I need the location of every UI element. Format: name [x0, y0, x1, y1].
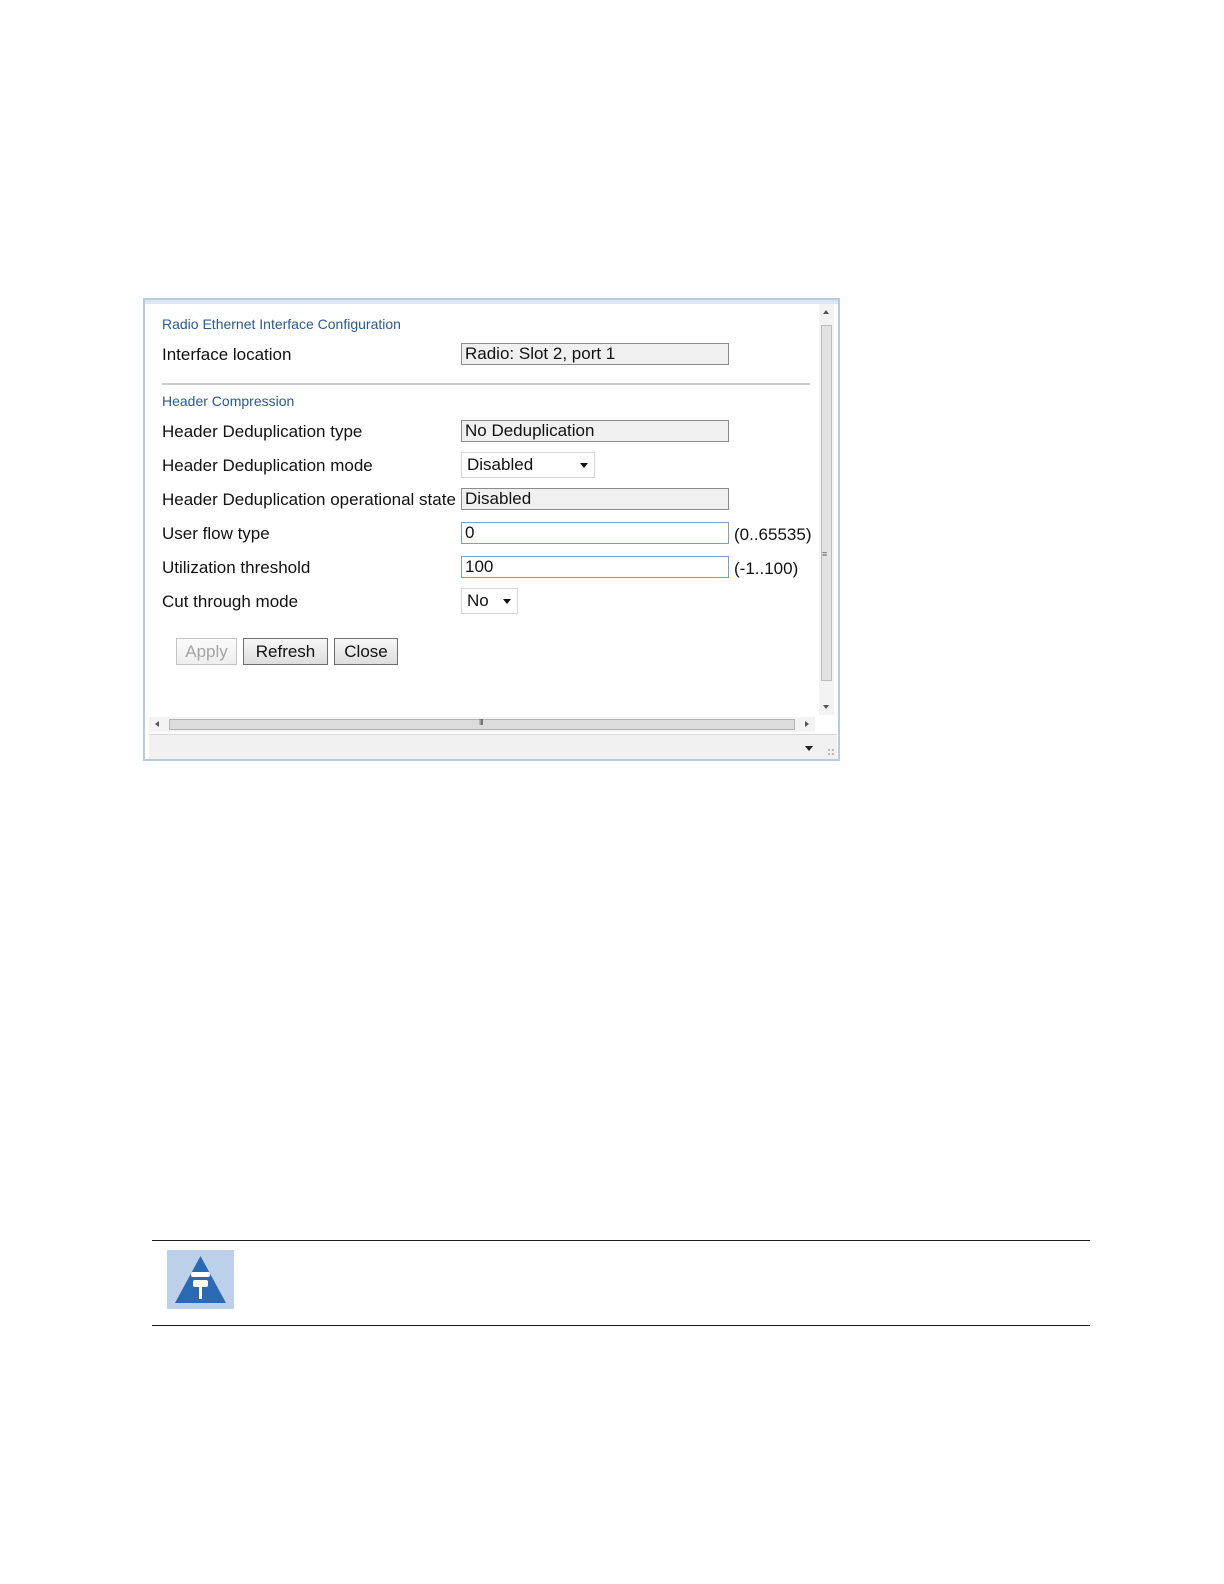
- pin-head-shape: [191, 1272, 210, 1277]
- chevron-down-icon: [580, 463, 588, 468]
- scroll-up-icon[interactable]: [823, 310, 829, 314]
- dedup-oper-state-label: Header Deduplication operational state: [162, 490, 456, 509]
- section-divider: [162, 383, 810, 385]
- dedup-mode-value: Disabled: [467, 455, 534, 474]
- section-title-radio-ethernet: Radio Ethernet Interface Configuration: [162, 316, 401, 332]
- utilization-threshold-range: (-1..100): [734, 559, 799, 578]
- note-top-rule: [152, 1240, 1090, 1241]
- dedup-type-field: No Deduplication: [461, 420, 729, 442]
- dedup-oper-state-field: Disabled: [461, 488, 729, 510]
- radio-ethernet-config-dialog: [143, 298, 840, 761]
- vertical-scrollbar[interactable]: [819, 304, 834, 715]
- user-flow-type-range: (0..65535): [734, 525, 812, 544]
- apply-button[interactable]: Apply: [176, 638, 237, 665]
- user-flow-type-input[interactable]: 0: [461, 522, 729, 544]
- vertical-grip-icon: ≡: [822, 549, 828, 559]
- interface-location-field: Radio: Slot 2, port 1: [461, 343, 729, 365]
- utilization-threshold-label: Utilization threshold: [162, 558, 311, 577]
- dedup-type-label: Header Deduplication type: [162, 422, 363, 441]
- dialog-content: [145, 300, 817, 715]
- note-bottom-rule: [152, 1325, 1090, 1326]
- utilization-threshold-input[interactable]: 100: [461, 556, 729, 578]
- note-pin-icon-graphic: [167, 1250, 234, 1309]
- cut-through-mode-value: No: [467, 591, 489, 610]
- dialog-status-bar: [149, 734, 837, 760]
- scroll-right-icon[interactable]: [805, 721, 809, 727]
- dedup-mode-select[interactable]: [461, 452, 595, 478]
- close-button[interactable]: Close: [334, 638, 398, 665]
- note-pin-icon: [167, 1250, 234, 1309]
- scroll-left-icon[interactable]: [155, 721, 159, 727]
- pin-needle-shape: [199, 1287, 202, 1299]
- chevron-down-icon: [503, 599, 511, 604]
- scroll-down-icon[interactable]: [823, 705, 829, 709]
- resize-grip-icon[interactable]: [827, 748, 835, 756]
- section-title-header-compression: Header Compression: [162, 393, 295, 409]
- pin-body-shape: [193, 1280, 208, 1287]
- vertical-scroll-thumb[interactable]: [821, 325, 832, 681]
- status-dropdown-icon[interactable]: [805, 746, 813, 751]
- cut-through-mode-label: Cut through mode: [162, 592, 299, 611]
- dedup-mode-label: Header Deduplication mode: [162, 456, 373, 475]
- horizontal-scrollbar[interactable]: [149, 717, 815, 732]
- interface-location-label: Interface location: [162, 345, 292, 364]
- refresh-button[interactable]: Refresh: [243, 638, 328, 665]
- user-flow-type-label: User flow type: [162, 524, 270, 543]
- horizontal-grip-icon: III: [479, 718, 483, 727]
- cut-through-mode-select[interactable]: [461, 588, 518, 614]
